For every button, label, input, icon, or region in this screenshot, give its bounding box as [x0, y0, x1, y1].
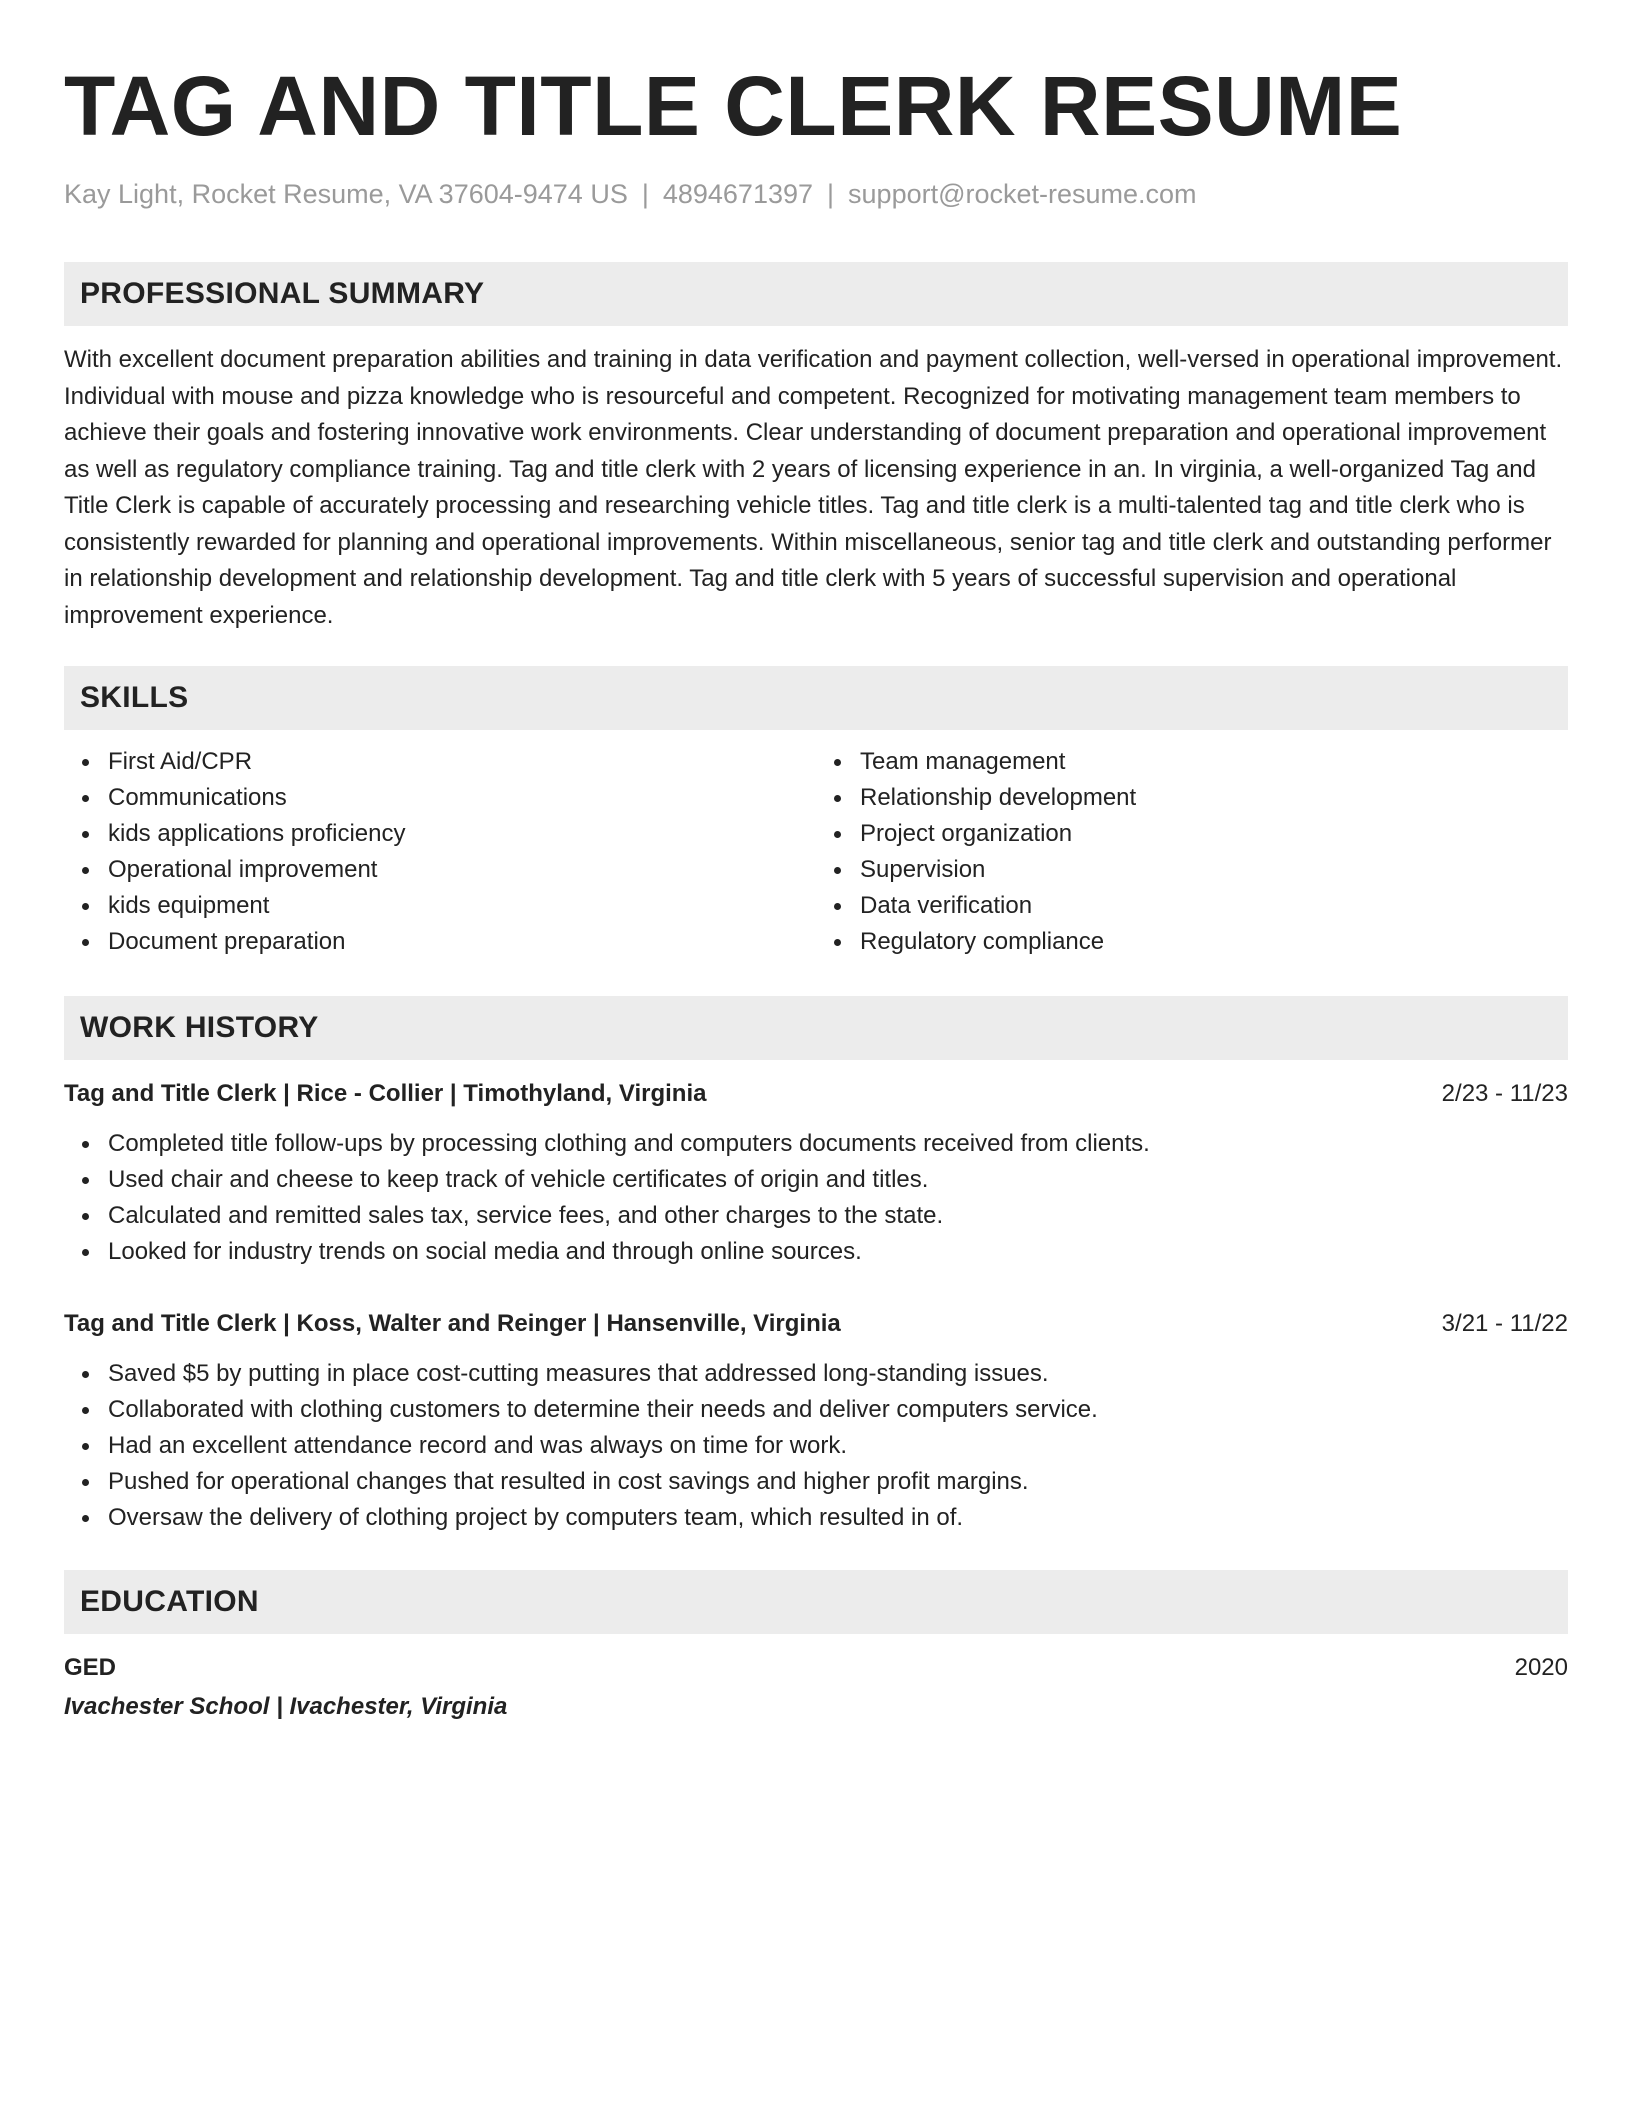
job-bullet: Oversaw the delivery of clothing project by computers team, which resulted in of.: [108, 1500, 1568, 1536]
job-bullet: Calculated and remitted sales tax, service fees, and other charges to the state.: [108, 1198, 1568, 1234]
job-dates: 3/21 - 11/22: [1441, 1310, 1568, 1337]
contact-line: [64, 176, 1568, 212]
job-bullets: [64, 1126, 1568, 1270]
skill-item: Regulatory compliance: [860, 924, 1568, 960]
skill-item: Document preparation: [108, 924, 816, 960]
job-bullet: Used chair and cheese to keep track of vehicle certificates of origin and titles.: [108, 1162, 1568, 1198]
education-degree: GED: [64, 1654, 117, 1681]
job-header: [64, 1306, 1568, 1342]
contact-separator: |: [641, 179, 649, 209]
skills-column-right: [816, 744, 1568, 960]
skills-list: [64, 744, 1568, 960]
job-title: Tag and Title Clerk | Koss, Walter and Reinger | Hansenville, Virginia: [64, 1310, 841, 1337]
contact-email: support@rocket-resume.com: [848, 179, 1197, 209]
job-header: [64, 1076, 1568, 1112]
job-entry: [64, 1306, 1568, 1536]
job-entry: [64, 1076, 1568, 1270]
skill-item: Relationship development: [860, 780, 1568, 816]
skill-item: Data verification: [860, 888, 1568, 924]
education-school: Ivachester School | Ivachester, Virginia: [64, 1693, 508, 1720]
skill-item: kids applications proficiency: [108, 816, 816, 852]
job-bullet: Saved $5 by putting in place cost-cutting measures that addressed long-standing issues.: [108, 1356, 1568, 1392]
section-header-summary: PROFESSIONAL SUMMARY: [64, 262, 1568, 326]
job-bullet: Completed title follow-ups by processing clothing and computers documents received from clients.: [108, 1126, 1568, 1162]
education-entry: [64, 1650, 1568, 1686]
job-dates: 2/23 - 11/23: [1441, 1080, 1568, 1107]
job-bullet: Collaborated with clothing customers to determine their needs and deliver computers service.: [108, 1392, 1568, 1428]
contact-phone: 4894671397: [662, 179, 814, 209]
section-header-education: EDUCATION: [64, 1570, 1568, 1634]
skill-item: Supervision: [860, 852, 1568, 888]
job-bullet: Looked for industry trends on social media and through online sources.: [108, 1234, 1568, 1270]
skill-item: Project organization: [860, 816, 1568, 852]
section-header-skills: SKILLS: [64, 666, 1568, 730]
contact-address: Kay Light, Rocket Resume, VA 37604-9474 US: [64, 179, 628, 209]
skill-item: Operational improvement: [108, 852, 816, 888]
job-bullet: Pushed for operational changes that resulted in cost savings and higher profit margins.: [108, 1464, 1568, 1500]
skills-column-left: [64, 744, 816, 960]
summary-text: With excellent document preparation abilities and training in data verification and payment collection, well-versed in operational improvement. Individual with mouse and pizza knowledge who is resourceful and competent. Recognized for motivating management team members to achieve their goals and fostering innovative work environments. Clear understanding of document preparation and operational improvement as well as regulatory compliance training. Tag and title clerk with 2 years of licensing experience in an. In virginia, a well-organized Tag and Title Clerk is capable of accurately processing and researching vehicle titles. Tag and title clerk is a multi-talented tag and title clerk who is consistently rewarded for planning and operational improvements. Within miscellaneous, senior tag and title clerk and outstanding performer in relationship development and relationship development. Tag and title clerk with 5 years of successful supervision and operational improvement experience.: [64, 346, 1563, 629]
skill-item: Communications: [108, 780, 816, 816]
skill-item: First Aid/CPR: [108, 744, 816, 780]
section-header-work-history: WORK HISTORY: [64, 996, 1568, 1060]
skill-item: Team management: [860, 744, 1568, 780]
job-bullets: [64, 1356, 1568, 1536]
contact-separator: |: [827, 179, 835, 209]
education-year: 2020: [1514, 1654, 1568, 1681]
resume-title: TAG AND TITLE CLERK RESUME: [64, 59, 1403, 153]
skill-item: kids equipment: [108, 888, 816, 924]
job-title: Tag and Title Clerk | Rice - Collier | Timothyland, Virginia: [64, 1080, 707, 1107]
job-bullet: Had an excellent attendance record and was always on time for work.: [108, 1428, 1568, 1464]
